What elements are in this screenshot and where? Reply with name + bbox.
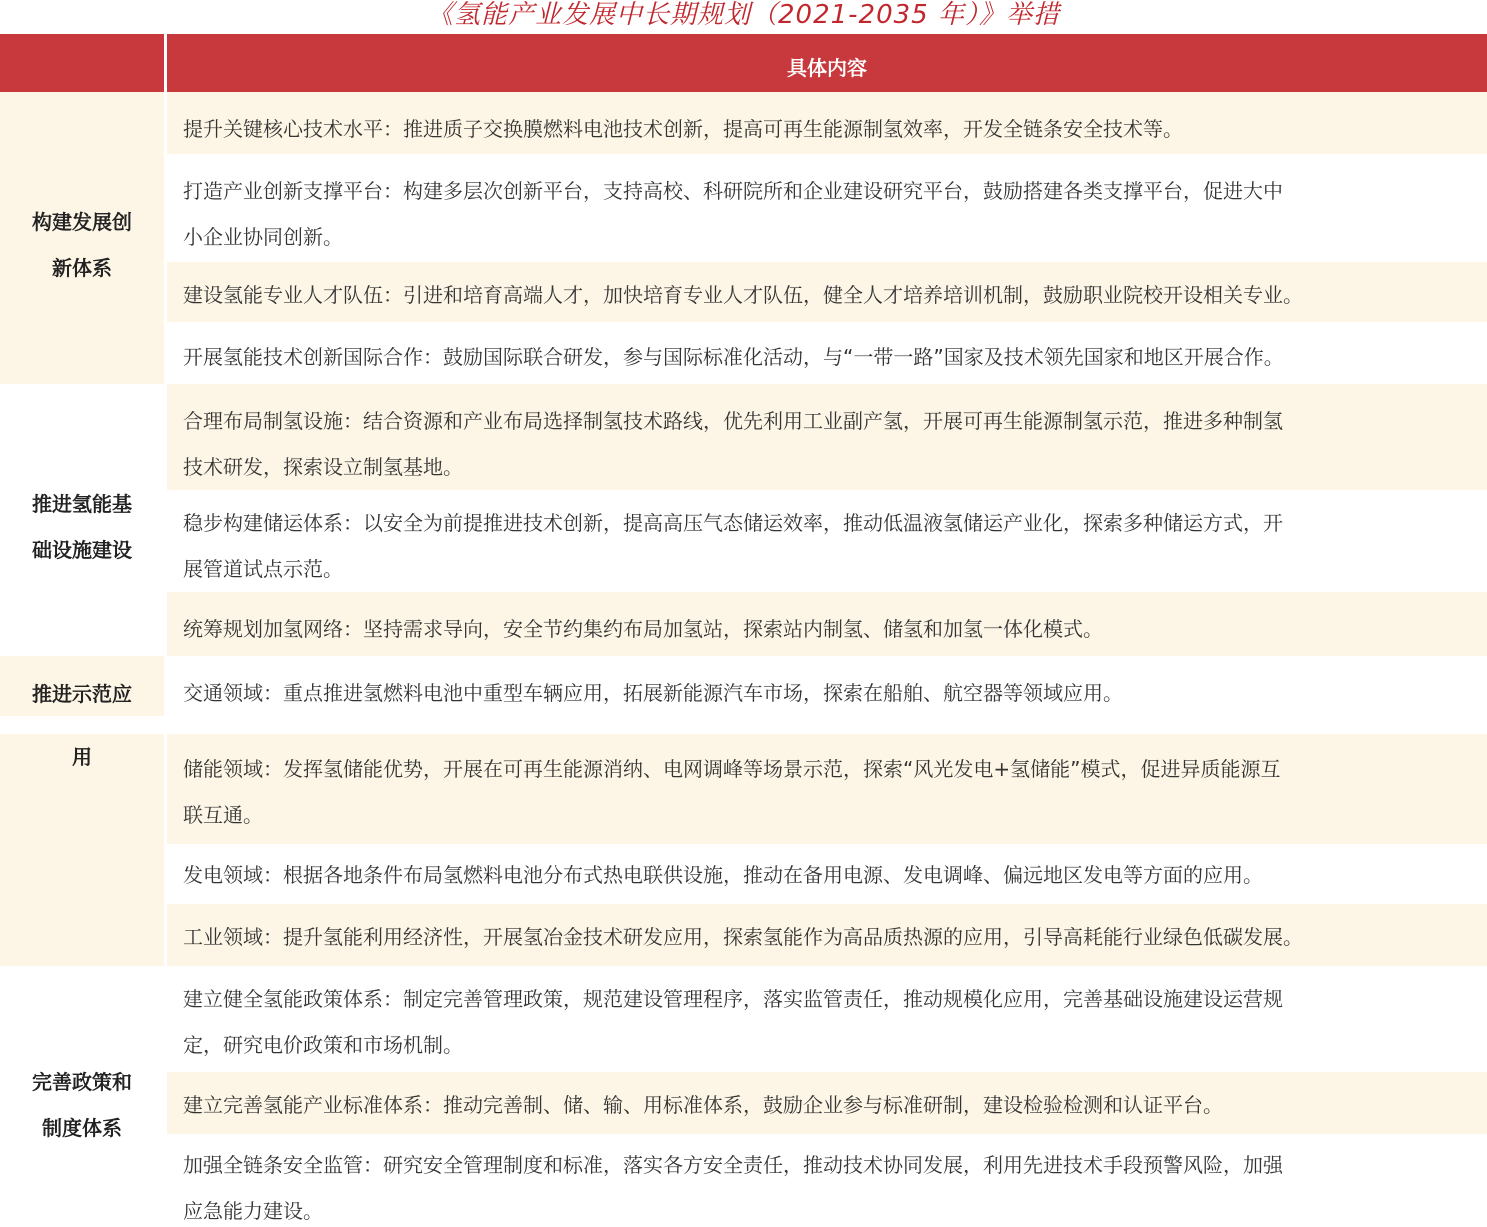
row-text: 开展氢能技术创新国际合作：鼓励国际联合研发，参与国际标准化活动，与“一带一路”国家及技术领先国家和地区开展合作。 [183, 345, 1284, 369]
category-innovation-system [0, 92, 164, 384]
row-text: 提升关键核心技术水平：推进质子交换膜燃料电池技术创新，提高可再生能源制氢效率，开发全链条安全技术等。 [183, 117, 1183, 141]
category-line: 新体系 [52, 256, 112, 280]
row-text: 小企业协同创新。 [183, 225, 343, 249]
row-text: 储能领域：发挥氢储能优势，开展在可再生能源消纳、电网调峰等场景示范，探索“风光发电+氢储能”模式，促进异质能源互 [183, 757, 1281, 781]
category-line: 完善政策和 [32, 1070, 132, 1094]
category-line: 推进氢能基 [32, 492, 132, 516]
table-row [167, 322, 1487, 384]
table-row [167, 384, 1487, 490]
row-text: 统筹规划加氢网络：坚持需求导向，安全节约集约布局加氢站，探索站内制氢、储氢和加氢一体化模式。 [183, 617, 1103, 641]
category-demonstration-cont [0, 734, 164, 966]
row-text: 发电领域：根据各地条件布局氢燃料电池分布式热电联供设施，推动在备用电源、发电调峰、偏远地区发电等方面的应用。 [183, 863, 1263, 887]
table-row [167, 1072, 1487, 1134]
table-title: 《氢能产业发展中长期规划（2021-2035 年）》举措 [427, 0, 1060, 30]
category-line: 构建发展创 [32, 210, 132, 234]
row-text: 定，研究电价政策和市场机制。 [183, 1033, 463, 1057]
table-header [0, 34, 1487, 92]
table-row [167, 92, 1487, 154]
row-text: 交通领域：重点推进氢燃料电池中重型车辆应用，拓展新能源汽车市场，探索在船舶、航空器等领域应用。 [183, 681, 1123, 705]
category-infrastructure [0, 384, 164, 656]
table-row [167, 656, 1487, 734]
row-text: 联互通。 [183, 803, 263, 827]
category-separator [0, 716, 164, 734]
row-text: 技术研发，探索设立制氢基地。 [183, 455, 463, 479]
category-line: 推进示范应 [32, 682, 132, 706]
table-row [167, 154, 1487, 262]
table-row [167, 592, 1487, 656]
category-policy [0, 966, 164, 1227]
row-text: 加强全链条安全监管：研究安全管理制度和标准，落实各方安全责任，推动技术协同发展，利用先进技术手段预警风险，加强 [183, 1153, 1283, 1177]
row-text: 展管道试点示范。 [183, 557, 343, 581]
row-text: 应急能力建设。 [183, 1199, 323, 1223]
row-text: 打造产业创新支撑平台：构建多层次创新平台，支持高校、科研院所和企业建设研究平台，鼓励搭建各类支撑平台，促进大中 [183, 179, 1283, 203]
category-line: 础设施建设 [32, 538, 132, 562]
row-text: 建立健全氢能政策体系：制定完善管理政策，规范建设管理程序，落实监管责任，推动规模化应用，完善基础设施建设运营规 [183, 987, 1283, 1011]
content-column-header: 具体内容 [787, 56, 867, 80]
table-row [167, 490, 1487, 592]
row-text: 工业领域：提升氢能利用经济性，开展氢冶金技术研发应用，探索氢能作为高品质热源的应用，引导高耗能行业绿色低碳发展。 [183, 925, 1303, 949]
header-category-cell [0, 34, 164, 92]
table-row [167, 904, 1487, 966]
row-text: 建设氢能专业人才队伍：引进和培育高端人才，加快培育专业人才队伍，健全人才培养培训机制，鼓励职业院校开设相关专业。 [183, 283, 1303, 307]
table-row [167, 1134, 1487, 1227]
table-row [167, 734, 1487, 844]
row-text: 建立完善氢能产业标准体系：推动完善制、储、输、用标准体系，鼓励企业参与标准研制，建设检验检测和认证平台。 [183, 1093, 1223, 1117]
category-line: 制度体系 [42, 1116, 122, 1140]
category-line: 用 [72, 745, 92, 769]
table-row [167, 966, 1487, 1072]
table-row [167, 844, 1487, 904]
table-row [167, 262, 1487, 322]
row-text: 合理布局制氢设施：结合资源和产业布局选择制氢技术路线，优先利用工业副产氢，开展可再生能源制氢示范，推进多种制氢 [183, 409, 1283, 433]
row-text: 稳步构建储运体系：以安全为前提推进技术创新，提高高压气态储运效率，推动低温液氢储运产业化，探索多种储运方式，开 [183, 511, 1283, 535]
